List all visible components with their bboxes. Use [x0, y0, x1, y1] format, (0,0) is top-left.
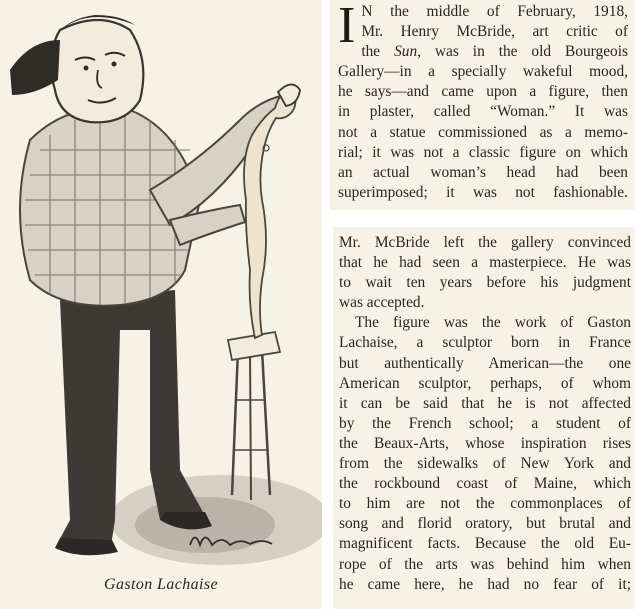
text-line: an actual woman’s head had been: [338, 163, 628, 181]
text-line: to him are not the commonplaces of: [339, 495, 631, 513]
text-line: N the middle of February, 1918,: [361, 3, 628, 20]
text-line: Gallery—in a specially wakeful mood,: [338, 63, 628, 81]
text-line: rial; it was not a classic figure on which: [338, 143, 628, 161]
text-line: Mr. McBride left the gallery convinced: [339, 234, 631, 251]
article-bottom-column: [333, 227, 635, 609]
text-line: by the French school; a student of: [339, 414, 631, 432]
text-line: but authentically American—the one: [339, 354, 631, 372]
text-line: he came here, he had no fear of it;: [339, 575, 631, 593]
text-line: American sculptor, perhaps, of whom: [339, 374, 631, 392]
text-line: superimposed; it was not fashionable.: [338, 183, 628, 201]
text-line: magnificent facts. Because the old Eu-: [339, 535, 631, 553]
left-eye: [84, 66, 89, 71]
text-line: to wait ten years before his judgment: [339, 274, 631, 292]
article-bottom-text: [339, 233, 631, 595]
text-line: rope of the arts was behind him when: [339, 555, 631, 573]
pedestal-leg-center: [250, 352, 251, 500]
text-line: The figure was the work of Gaston: [355, 314, 631, 332]
article-top-text: [338, 2, 628, 203]
hair-side: [10, 40, 60, 95]
text-line: the rockbound coast of Maine, which: [339, 475, 631, 493]
text-line: that he had seen a masterpiece. He was: [339, 254, 631, 272]
text-line: Lachaise, a sculptor born in France: [339, 334, 631, 352]
text-line: in plaster, called “Woman.” It was: [338, 103, 628, 121]
pedestal-leg-right: [262, 350, 270, 495]
text-line: song and florid oratory, but brutal and: [339, 515, 631, 533]
text-line: from the sidewalks of New York and: [339, 455, 631, 473]
right-eye: [112, 62, 117, 67]
text-line: the Beaux-Arts, whose inspiration rises: [339, 434, 631, 452]
pedestal-leg-left: [232, 350, 238, 495]
text-line: was accepted.: [339, 294, 425, 312]
text-line: it can be said that he is not affected: [339, 394, 631, 412]
text-line: the Sun, was in the old Bourgeois: [361, 43, 628, 61]
article-top-column: [330, 0, 635, 210]
text-line: Mr. Henry McBride, art critic of: [361, 23, 628, 41]
dropcap: I: [338, 0, 356, 54]
illustration-caption: Gaston Lachaise: [104, 576, 218, 593]
text-line: he says—and came upon a figure, then: [338, 83, 628, 101]
left-shoe: [55, 538, 118, 555]
text-line: not a statue commissioned as a memo-: [338, 123, 628, 141]
